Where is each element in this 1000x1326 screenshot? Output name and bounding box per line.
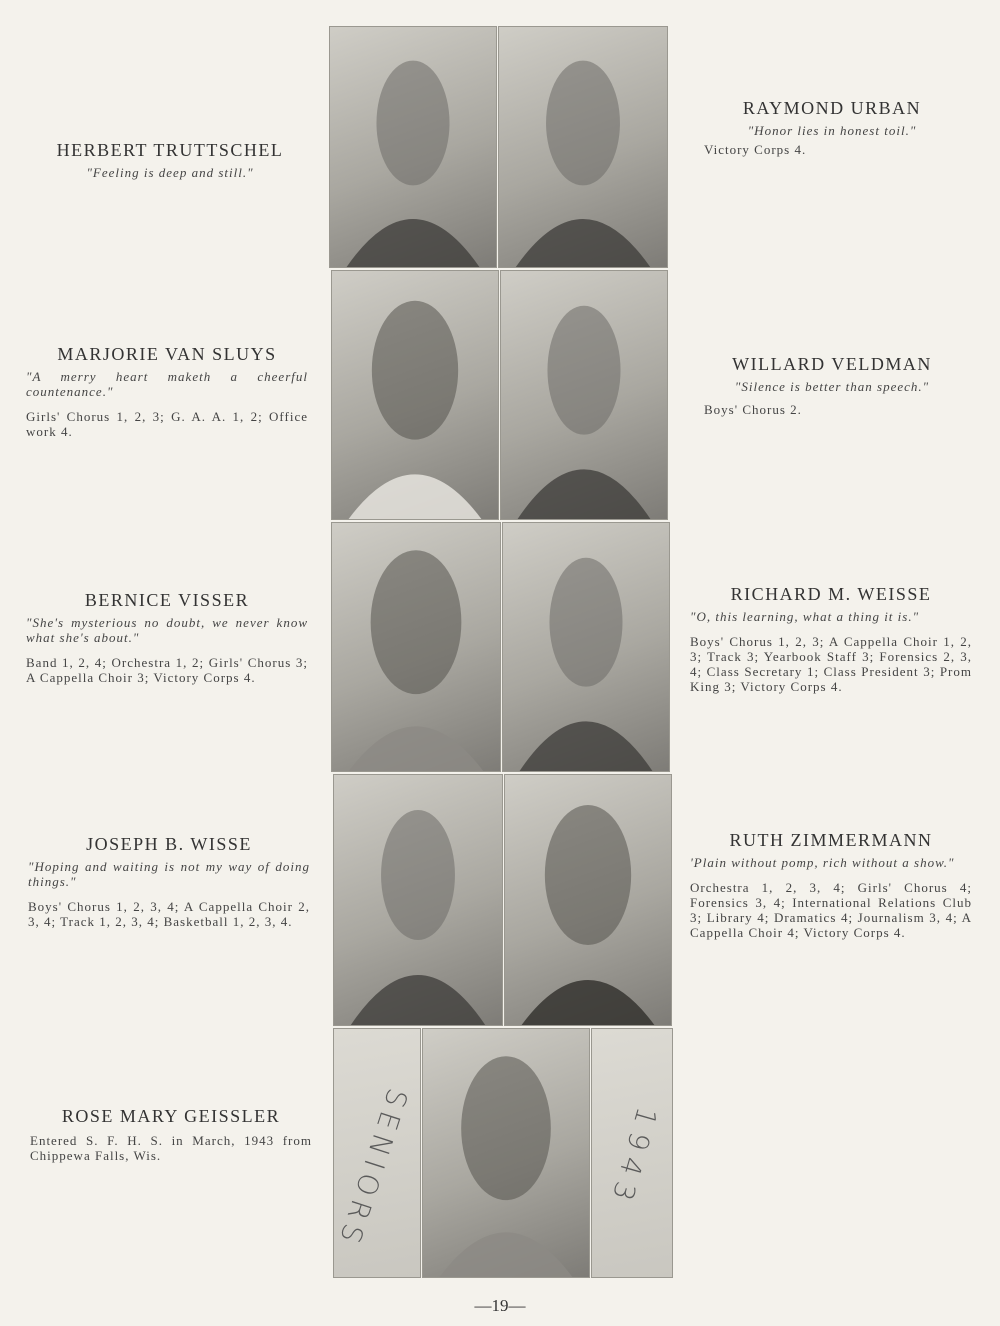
senior-name: JOSEPH B. WISSE: [86, 834, 252, 854]
portrait-rose-mary-geissler: [422, 1028, 590, 1278]
portrait-joseph-wisse: [333, 774, 503, 1026]
handwritten-year: 1943: [603, 1103, 664, 1212]
portrait-richard-weisse: [502, 522, 670, 772]
portrait-raymond-urban: [498, 26, 668, 268]
senior-quote: "Feeling is deep and still.": [86, 165, 254, 180]
entry-raymond-urban: [704, 98, 960, 157]
entry-herbert-truttschel: [28, 140, 312, 190]
entry-ruth-zimmermann: [690, 830, 972, 940]
senior-quote: "O, this learning, what a thing it is.": [690, 609, 920, 624]
senior-quote: 'Plain without pomp, rich without a show.": [690, 855, 955, 870]
portrait-bernice-visser: [331, 522, 501, 772]
senior-quote: "She's mysterious no doubt, we never know what she's about.": [26, 615, 308, 645]
senior-name: RAYMOND URBAN: [742, 98, 922, 118]
senior-name: RUTH ZIMMERMANN: [729, 830, 933, 850]
senior-activities: Entered S. F. H. S. in March, 1943 from Chippewa Falls, Wis.: [30, 1133, 312, 1163]
senior-activities: Boys' Chorus 1, 2, 3; A Cappella Choir 1, 2, 3; Track 3; Yearbook Staff 3; Forensics 2, 3, 4; Class Secretary 1; Class President 3; Prom King 3; Victory Corps 4.: [690, 634, 972, 694]
senior-activities: Boys' Chorus 1, 2, 3, 4; A Cappella Choir 2, 3, 4; Track 1, 2, 3, 4; Basketball 1, 2, 3, 4.: [28, 899, 310, 929]
entry-marjorie-van-sluys: [26, 344, 308, 439]
senior-activities: Boys' Chorus 2.: [704, 402, 802, 417]
senior-name: RICHARD M. WEISSE: [730, 584, 932, 604]
senior-name: MARJORIE VAN SLUYS: [57, 344, 277, 364]
page-number: —19—: [474, 1296, 526, 1315]
entry-joseph-wisse: [28, 834, 310, 929]
senior-name: ROSE MARY GEISSLER: [61, 1106, 281, 1126]
portrait-herbert-truttschel: [329, 26, 497, 268]
portrait-willard-veldman: [500, 270, 668, 520]
senior-activities: Orchestra 1, 2, 3, 4; Girls' Chorus 4; Forensics 3, 4; International Relations Club 3; Library 4; Dramatics 4; Journalism 3, 4; A Cappella Choir 4; Victory Corps 4.: [690, 880, 972, 940]
senior-quote: "A merry heart maketh a cheerful countenance.": [26, 369, 308, 399]
senior-name: HERBERT TRUTTSCHEL: [56, 140, 284, 160]
senior-activities: Girls' Chorus 1, 2, 3; G. A. A. 1, 2; Office work 4.: [26, 409, 308, 439]
senior-quote: "Honor lies in honest toil.": [747, 123, 917, 138]
senior-activities: Victory Corps 4.: [704, 142, 807, 157]
senior-activities: Band 1, 2, 4; Orchestra 1, 2; Girls' Chorus 3; A Cappella Choir 3; Victory Corps 4.: [26, 655, 308, 685]
senior-quote: "Silence is better than speech.": [734, 379, 930, 394]
handwritten-seniors: SENIORS: [331, 1084, 415, 1253]
senior-name: BERNICE VISSER: [84, 590, 250, 610]
portrait-ruth-zimmermann: [504, 774, 672, 1026]
senior-quote: "Hoping and waiting is not my way of doing things.": [28, 859, 310, 889]
senior-name: WILLARD VELDMAN: [732, 354, 932, 374]
entry-richard-weisse: [690, 584, 972, 694]
entry-willard-veldman: [704, 354, 960, 417]
portrait-marjorie-van-sluys: [331, 270, 499, 520]
entry-rose-mary-geissler: [30, 1106, 312, 1163]
entry-bernice-visser: [26, 590, 308, 685]
